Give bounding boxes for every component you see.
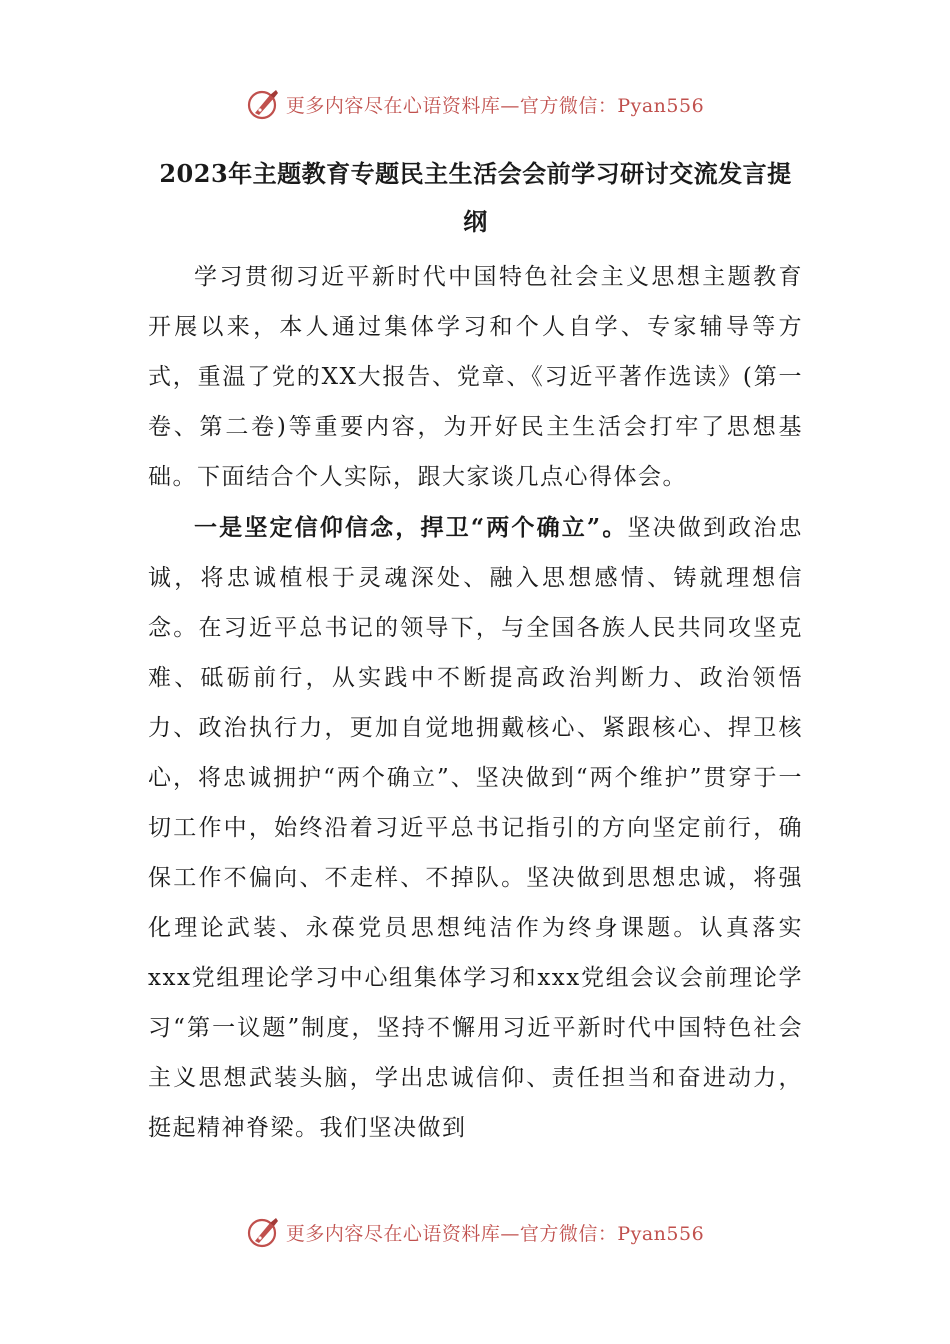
paragraph-text: 学习贯彻习近平新时代中国特色社会主义思想主题教育开展以来，本人通过集体学习和个人自学、专家辅导等方式，重温了党的XX大报告、党章、《习近平著作选读》(第一卷、第二卷)等重要内容，为开好民主生活会打牢了思想基础。下面结合个人实际，跟大家谈几点心得体会。 xyxy=(148,264,803,490)
watermark-text: 更多内容尽在心语资料库—官方微信：Pyan556 xyxy=(285,94,705,117)
paragraph-intro xyxy=(148,252,803,502)
watermark-footer xyxy=(0,1210,950,1254)
watermark-text: 更多内容尽在心语资料库—官方微信：Pyan556 xyxy=(285,1222,705,1245)
paragraph-point-one xyxy=(148,503,803,1153)
pen-nib-circle-icon xyxy=(246,86,282,122)
paragraph-text: 坚决做到政治忠诚，将忠诚植根于灵魂深处、融入思想感情、铸就理想信念。在习近平总书记的领导下，与全国各族人民共同攻坚克难、砥砺前行，从实践中不断提高政治判断力、政治领悟力、政治执行力，更加自觉地拥戴核心、紧跟核心、捍卫核心，将忠诚拥护“两个确立”、坚决做到“两个维护”贯穿于一切工作中，始终沿着习近平总书记指引的方向坚定前行，确保工作不偏向、不走样、不掉队。坚决做到思想忠诚，将强化理论武装、永葆党员思想纯洁作为终身课题。认真落实xxx党组理论学习中心组集体学习和xxx党组会议会前理论学习“第一议题”制度，坚持不懈用习近平新时代中国特色社会主义思想武装头脑，学出忠诚信仰、责任担当和奋进动力，挺起精神脊梁。我们坚决做到 xyxy=(148,515,803,1141)
pen-nib-circle-icon xyxy=(246,1214,282,1250)
watermark-header xyxy=(0,82,950,126)
document-title: 2023年主题教育专题民主生活会会前学习研讨交流发言提纲 xyxy=(159,159,792,236)
paragraph-heading: 一是坚定信仰信念，捍卫“两个确立”。 xyxy=(194,514,628,541)
